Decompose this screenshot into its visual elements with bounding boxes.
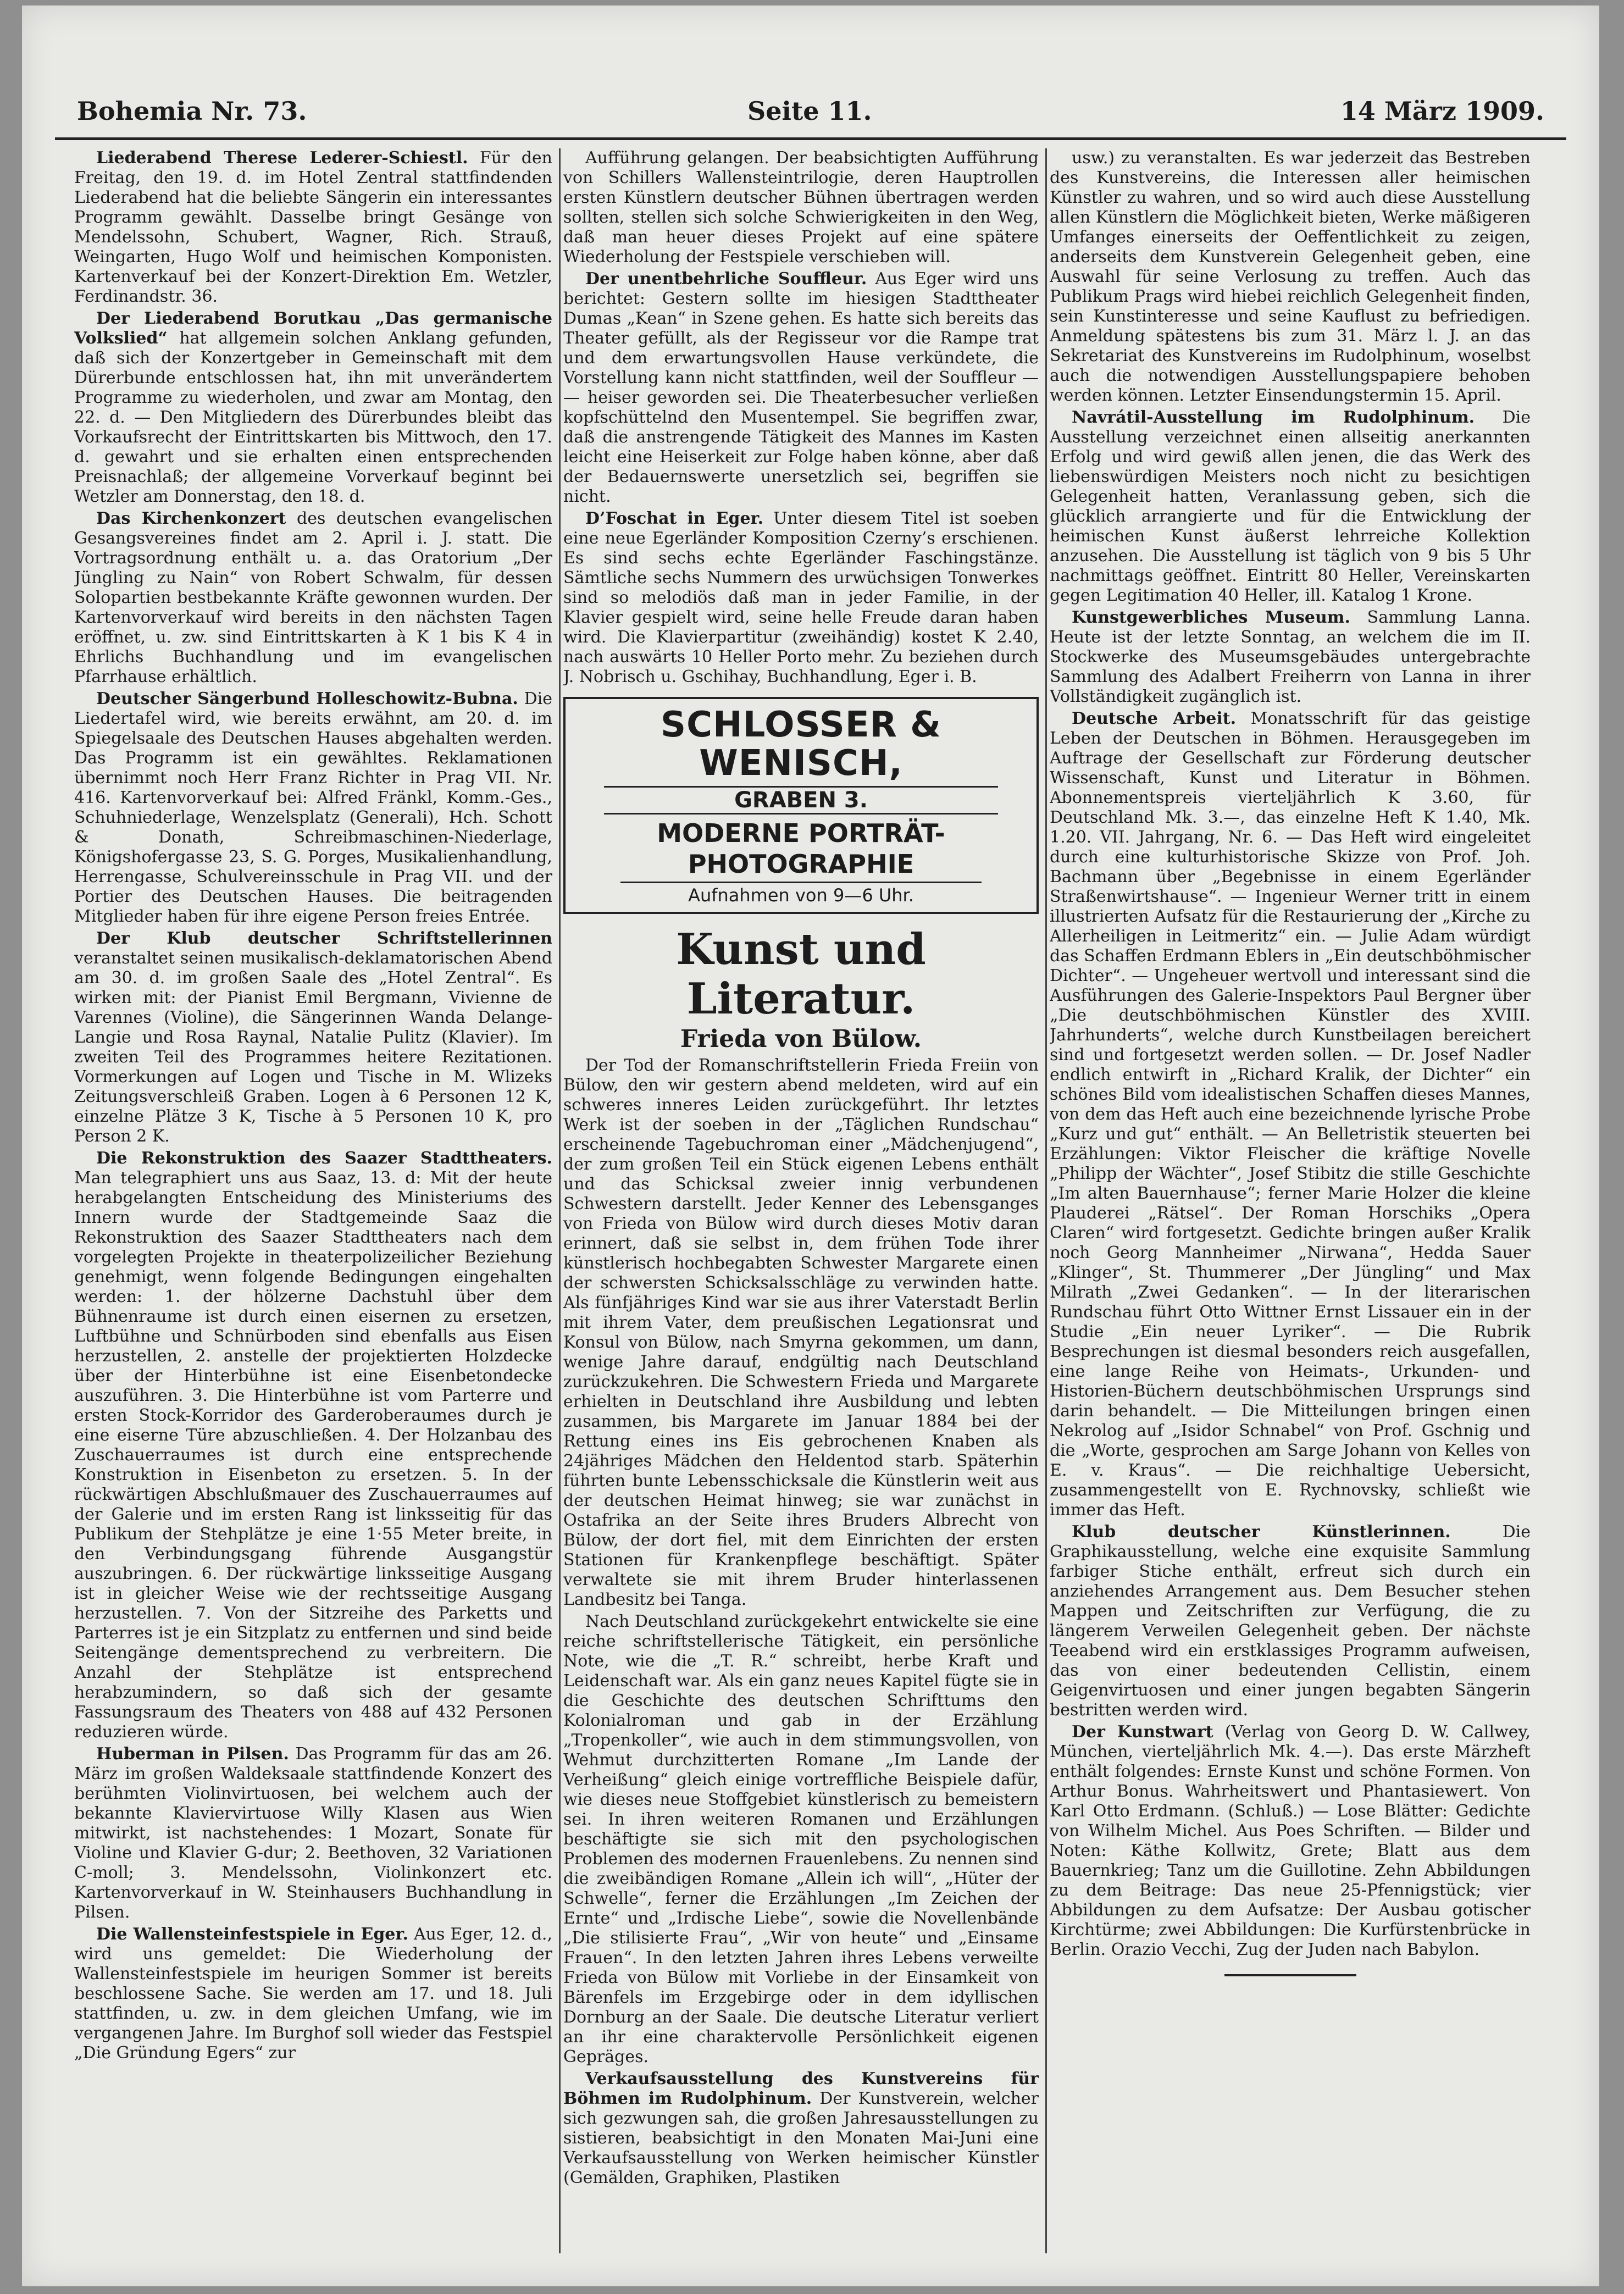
article-text: Die Ausstellung verzeichnet einen allseitig anerkannten Erfolg und wird gewiß allen jenen, die das Werk des liebenswürdigen Meisters noch nicht zu besichtigen Gelegenheit hatten, Veranlassung geben, sich die glücklich arrangierte und für die Entwicklung der heimischen Kunst äußerst lehrreiche Kollektion anzusehen. Die Ausstellung ist täglich von 9 bis 5 Uhr nachmittags geöffnet. Eintritt 80 Heller, Vereinskarten gegen Legitimation 40 Heller, ill. Katalog 1 Krone. (1050, 408, 1531, 605)
column-2 (563, 148, 1039, 2253)
article-paragraph (1050, 1522, 1531, 1720)
article-paragraph (563, 509, 1039, 687)
article-text: hat allgemein solchen Anklang gefunden, daß sich der Konzertgeber in Gemeinschaft mit dem Dürerbunde entschlossen hat, ihn mit unverändertem Programme zu wiederholen, und zwar am Montag, den 22. d. — Den Mitgliedern des Dürerbundes bleibt das Vorkaufsrecht der Eintrittskarten bis Mittwoch, den 17. d. gewahrt und sie erhalten einen entsprechenden Preisnachlaß; der allgemeine Vorverkauf beginnt bei Wetzler am Donnerstag, den 18. d. (74, 329, 552, 506)
article-heading: Kunstgewerbliches Museum. (1072, 608, 1350, 627)
header-rule (55, 137, 1566, 140)
end-rule (1224, 1974, 1356, 1976)
article-paragraph (563, 2069, 1039, 2188)
article-paragraph (563, 1056, 1039, 1610)
article-heading: Der Liederabend Borutkau „Das germanische Volkslied“ (74, 309, 552, 348)
ad-address: GRABEN 3. (604, 786, 998, 814)
article-paragraph (563, 1612, 1039, 2067)
article-heading: Der Klub deutscher Schriftstellerinnen (96, 929, 552, 948)
article-text: Nach Deutschland zurückgekehrt entwickelte sie eine reiche schriftstellerische Tätigkeit, ein persönliche Note, wie die „T. R.“ schreibt, herbe Kraft und Leidenschaft war. Als ein ganz neues Kapitel fügte sie in die Geschichte des deutschen Schrifttums den Kolonialroman und gab in der Erzählung „Tropenkoller“, wie auch in dem stimmungsvollen, von Wehmut durchzitterten Romane „Im Lande der Verheißung“ gleich einige vortreffliche Beispiele dafür, wie dieses neue Stoffgebiet künstlerisch zu bemeistern sei. In ihren weiteren Romanen und Erzählungen beschäftigte sie sich mit den psychologischen Problemen des modernen Frauenlebens. Zu nennen sind die zweibändigen Romane „Allein ich will“, „Hüter der Schwelle“, ferner die Erzählungen „Im Zeichen der Ernte“ und „Irdische Liebe“, sowie die Novellenbände „Die stilisierte Frau“, „Wir von heute“ und „Einsame Frauen“. In den letzten Jahren ihres Lebens verweilte Frieda von Bülow mit Vorliebe in der Einsamkeit von Bärenfels im Erzgebirge oder in dem idyllischen Dornburg an der Saale. Die deutsche Literatur verliert an ihr eine charaktervolle Persönlichkeit eigenen Gepräges. (563, 1612, 1039, 2066)
article-heading: Der unentbehrliche Souffleur. (585, 269, 867, 289)
section-title: Kunst und Literatur. (676, 924, 926, 1024)
article-text: usw.) zu veranstalten. Es war jederzeit das Bestreben des Kunstvereins, die Interessen aller heimischen Künstler zu wahren, und so wird auch diese Ausstellung allen Künstlern die Möglichkeit bieten, Werke mäßigeren Umfanges einerseits der Oeffentlichkeit zu zeigen, anderseits dem Kunstverein Gelegenheit geben, eine Auswahl für seine Verlosung zu treffen. Auch das Publikum Prags wird hiebei reichlich Gelegenheit finden, sein Kunstinteresse und seine Kauflust zu befriedigen. Anmeldung spätestens bis zum 31. März l. J. an das Sekretariat des Kunstvereins im Rudolphinum, woselbst auch die notwendigen Ausstellungspapiere behoben werden können. Letzter Einsendungstermin 15. April. (1050, 148, 1531, 405)
article-text: veranstaltet seinen musikalisch-deklamatorischen Abend am 30. d. im großen Saale des „Hotel Zentral“. Es wirken mit: der Pianist Emil Bergmann, Vivienne de Varennes (Violine), die Sängerinnen Wanda Delange-Langie und Rosa Raynal, Natalie Pulitz (Klavier). Im zweiten Teil des Programmes heitere Rezitationen. Vormerkungen auf Logen und Tische in M. Wlizeks Zeitungsverschleiß Graben. Logen à 6 Personen 12 K, einzelne Plätze 3 K, Tische à 5 Personen 10 K, pro Person 2 K. (74, 949, 552, 1146)
article-paragraph (74, 509, 552, 687)
article-heading: D’Foschat in Eger. (585, 509, 764, 528)
article-text: Man telegraphiert uns aus Saaz, 13. d: Mit der heute herabgelangten Entscheidung des Ministeriums des Innern wurde der Stadtgemeinde Saaz die Rekonstruktion des Saazer Stadttheaters nach dem vorgelegten Projekte in theaterpolizeilicher Beziehung genehmigt, wenn folgende Bedingungen eingehalten werden: 1. der hölzerne Dachstuhl über dem Bühnenraume ist durch einen eisernen zu ersetzen, Luftbühne und Schnürboden sind ebenfalls aus Eisen herzustellen, 2. anstelle der projektierten Holzdecke über der Hinterbühne ist eine Eisenbetondecke auszuführen. 3. Die Hinterbühne ist vom Parterre und ersten Stock-Korridor des Garderoberaumes durch je eine eiserne Türe abzuschließen. 4. Der Holzanbau des Zuschauerraumes ist durch eine entsprechende Konstruktion in Eisenbeton zu ersetzen. 5. In der rückwärtigen Abschlußmauer des Zuschauerraumes auf der Galerie und im ersten Rang ist linksseitig für das Publikum der Stehplätze je eine 1·55 Meter breite, in den Verbindungsgang führende Ausgangstür auszubringen. 6. Der rückwärtige linksseitige Ausgang ist in gleicher Weise wie der rechtsseitige Ausgang herzustellen. 7. Von der Sitzreihe des Parketts und Parterres ist je ein Sitzplatz zu entfernen und sind beide Seitengänge dementsprechend zu verbreitern. Die Anzahl der Stehplätze ist entsprechend herabzumindern, so daß sich der gesamte Fassungsraum des Theaters von 488 auf 432 Personen reduzieren würde. (74, 1168, 552, 1742)
article-paragraph (74, 309, 552, 507)
article-text: Der Kunstverein, welcher sich gezwungen sah, die großen Jahresausstellungen zu sistieren, beabsichtigt in den Monaten Mai-Juni eine Verkaufsausstellung von Werken heimischer Künstler (Gemälden, Graphiken, Plastiken (563, 2089, 1039, 2187)
article-paragraph (1050, 408, 1531, 606)
article-heading: Deutsche Arbeit. (1072, 709, 1237, 728)
ad-firm-name: SCHLOSSER & WENISCH, (661, 705, 941, 784)
article-heading: Navrátil-Ausstellung im Rudolphinum. (1072, 408, 1475, 427)
article-text: Die Liedertafel wird, wie bereits erwähnt, am 20. d. im Spiegelsaale des Deutschen Hauses abgehalten werden. Das Programm ist ein gewähltes. Reklamationen übernimmt noch Herr Franz Richter in Prag VII. Nr. 416. Kartenvorverkauf bei: Alfred Fränkl, Komm.-Ges., Schuhniederlage, Wenzelsplatz (Generali), Hch. Schott & Donath, Schreibmaschinen-Niederlage, Königshofergasse 23, S. G. Porges, Musikalienhandlung, Herrengasse, Schulvereinsschule in Prag VII. und der Portier des Deutschen Hauses. Die beitragenden Mitglieder haben für ihre eigene Person freies Entrée. (74, 689, 552, 926)
article-paragraph (74, 148, 552, 307)
article-heading: Huberman in Pilsen. (96, 1744, 289, 1764)
article-text: des deutschen evangelischen Gesangsvereines findet am 2. April i. J. statt. Die Vortragsordnung enthält u. a. das Oratorium „Der Jüngling zu Nain“ von Robert Schwalm, für dessen Solopartien bestbekannte Kräfte gewonnen wurden. Der Kartenvorverkauf wird bereits in den nächsten Tagen eröffnet, u. zw. sind Eintrittskarten à K 1 bis K 4 in Ehrlichs Buchhandlung und im evangelischen Pfarrhause erhältlich. (74, 509, 552, 686)
page-number: Seite 11. (747, 96, 872, 126)
article-heading: Der Kunstwart (1072, 1722, 1213, 1742)
article-text: Sammlung Lanna. Heute ist der letzte Sonntag, an welchem die im II. Stockwerke des Museumsgebäudes untergebrachte Sammlung des Adalbert Freiherrn von Lanna in ihrer Vollständigkeit zugänglich ist. (1050, 608, 1531, 706)
issue-date: 14 März 1909. (1340, 96, 1544, 126)
article-paragraph (74, 1149, 552, 1742)
article-text: Aus Eger wird uns berichtet: Gestern sollte im hiesigen Stadttheater Dumas „Kean“ in Szene gehen. Es hatte sich bereits das Theater gefüllt, als der Regisseur vor die Rampe trat und dem erwartungsvollen Hause verkündete, die Vorstellung kann nicht stattfinden, weil der Souffleur — — heiser geworden sei. Die Theaterbesucher verließen kopfschüttelnd den Musentempel. Sie begriffen zwar, daß die anstrengende Tätigkeit des Mannes im Kasten leicht eine Heiserkeit zur Folge haben könne, aber daß der Bedauernswerte unersetzlich sei, begriffen sie nicht. (563, 269, 1039, 506)
issue-label: Bohemia Nr. 73. (77, 96, 307, 126)
page-header (44, 96, 1577, 140)
article-text: Aufführung gelangen. Der beabsichtigten Aufführung von Schillers Wallensteintrilogie, deren Hauptrollen ersten Künstlern deutscher Bühnen übertragen werden sollten, stellen sich solche Schwierigkeiten in den Weg, daß man heuer dieses Projekt auf eine spätere Wiederholung der Festspiele verschieben will. (563, 148, 1039, 267)
article-text: (Verlag von Georg D. W. Callwey, München, vierteljährlich Mk. 4.—). Das erste Märzheft enthält folgendes: Ernste Kunst und schöne Formen. Von Arthur Bonus. Wahrheitswert und Phantasiewert. Von Karl Otto Erdmann. (Schluß.) — Lose Blätter: Gedichte von Wilhelm Michel. Aus Poes Schriften. — Bilder und Noten: Käthe Kollwitz, Grete; Blatt aus dem Bauernkrieg; Tanz um die Guillotine. Zehn Abbildungen zu dem Beitrage: Das neue 25-Pfennigstück; vier Abbildungen zu dem Aufsatze: Der Ausbau gotischer Kirchtürme; zwei Abbildungen: Die Kurfürstenbrücke in Berlin. Orazio Vecchi, Zug der Juden nach Babylon. (1050, 1722, 1531, 1959)
column-1 (74, 148, 552, 2253)
article-paragraph (74, 929, 552, 1146)
article-text: Aus Eger, 12. d., wird uns gemeldet: Die Wiederholung der Wallensteinfestspiele im heurigen Sommer ist bereits beschlossene Sache. Sie werden am 17. und 18. Juli stattfinden, u. zw. in dem gleichen Umfang, wie im vergangenen Jahre. Im Burghof soll wieder das Festspiel „Die Gründung Egers“ zur (74, 1925, 552, 2063)
column-3 (1050, 148, 1531, 2253)
article-paragraph (1050, 709, 1531, 1520)
article-heading: Deutscher Sängerbund Holleschowitz-Bubna. (96, 689, 518, 708)
article-paragraph (74, 1925, 552, 2063)
article-heading: Die Rekonstruktion des Saazer Stadttheaters. (96, 1149, 552, 1168)
column-divider (1045, 148, 1047, 2253)
column-divider (559, 148, 561, 2253)
article-paragraph (563, 148, 1039, 267)
article-text: Der Tod der Romanschriftstellerin Frieda Freiin von Bülow, den wir gestern abend meldeten, wird auf ein schweres inneres Leiden zurückgeführt. Ihr letztes Werk ist der soeben in der „Täglichen Rundschau“ erscheinende Tagebuchroman einer „Mädchenjugend“, der zum großen Teil ein Stück eigenen Lebens enthält und das Schicksal zweier innig verbundenen Schwestern darstellt. Jeder Kenner des Lebensganges von Frieda von Bülow wird durch dieses Motiv daran erinnert, daß sie selbst in, dem frühen Tode ihrer künstlerisch hochbegabten Schwester Margarete einen der schwersten Schicksalsschläge zu verwinden hatte. Als fünfjähriges Kind war sie aus ihrer Vaterstadt Berlin mit ihrem Vater, dem preußischen Legationsrat und Konsul von Bülow, nach Smyrna gekommen, um dann, wenige Jahre darauf, endgültig nach Deutschland zurückzukehren. Die Schwestern Frieda und Margarete erhielten in Deutschland ihre Ausbildung und lebten zusammen, bis Margarete im Januar 1884 bei der Rettung eines ins Eis gebrochenen Knaben als 24jähriges Mädchen den Heldentod starb. Späterhin führten bunte Lebensschicksale die Künstlerin weit aus der deutschen Heimat hinweg; sie war zunächst in Ostafrika an der Seite ihres Bruders Albrecht von Bülow, der dort fiel, mit dem Einrichten der ersten Stationen für Krankenpflege beschäftigt. Später verwaltete sie mit ihrem Bruder hinterlassenen Landbesitz bei Tanga. (563, 1056, 1039, 1609)
article-text: Monatsschrift für das geistige Leben der Deutschen in Böhmen. Herausgegeben im Auftrage der Gesellschaft zur Förderung deutscher Wissenschaft, Kunst und Literatur in Böhmen. Abonnementspreis vierteljährlich K 3.60, für Deutschland Mk. 3.—, das einzelne Heft K 1.40, Mk. 1.20. VII. Jahrgang, Nr. 6. — Das Heft wird eingeleitet durch eine kulturhistorische Skizze von Prof. Joh. Bachmann über „Begebnisse in einem Egerländer Straßenwirtshause“. — Ingenieur Werner tritt in einem illustrierten Aufsatz für die Restaurierung der „Kirche zu Allerheiligen in Leitmeritz“ ein. — Julie Adam würdigt das Schaffen Erdmann Eblers in „Ein deutschböhmischer Dichter“. — Ungeheuer wertvoll und interessant sind die Ausführungen des Galerie-Inspektors Paul Bergner über „Die deutschböhmischen Künstler des XVIII. Jahrhunderts“, welche durch Kunstbeilagen bereichert sind und fortgesetzt werden sollen. — Dr. Josef Nadler endlich entwirft in „Richard Kralik, der Dichter“ ein schönes Bild vom idealistischen Schaffen dieses Mannes, von dem das Heft auch eine bezeichnende lyrische Probe „Kurz und gut“ enthält. — An Belletristik steuerten bei Erzählungen: Viktor Fleischer die kräftige Novelle „Philipp der Wächter“, Josef Stibitz die stille Geschichte „Im alten Bauernhause“; ferner Marie Holzer die kleine Plauderei „Rätsel“. Der Roman Horschiks „Opera Claren“ wird fortgesetzt. Gedichte bringen außer Kralik noch Georg Mannheimer „Nirwana“, Hedda Sauer „Klinger“, St. Thummerer „Der Jüngling“ und Max Milrath „Zwei Gedanken“. — In der literarischen Rundschau führt Otto Wittner Ernst Lissauer ein in der Studie „Ein neuer Lyriker“. — Die Rubrik Besprechungen ist diesmal besonders reich ausgefallen, eine lange Reihe von Heimats-, Urkunden- und Historien-Büchern deutschböhmischen Ursprungs sind darin behandelt. — Die Mitteilungen bringen einen Nekrolog auf „Isidor Schnabel“ von Prof. Gschnig und die „Worte, gesprochen am Sarge Johann von Kelles von E. v. Kraus“. — Die reichhaltige Uebersicht, zusammengestellt von E. Rychnovsky, schließt wie immer das Heft. (1050, 709, 1531, 1520)
article-text: Das Programm für das am 26. März im großen Waldeksaale stattfindende Konzert des berühmten Violinvirtuosen, bei welchem auch der bekannte Klaviervirtuose Willy Klasen aus Wien mitwirkt, ist nachstehendes: 1 Mozart, Sonate für Violine und Klavier G-dur; 2. Beethoven, 32 Variationen C-moll; 3. Mendelssohn, Violinkonzert etc. Kartenvorverkauf in W. Steinhausers Buchhandlung in Pilsen. (74, 1744, 552, 1922)
newspaper-page (22, 5, 1599, 2286)
ad-headline: MODERNE PORTRÄT-PHOTOGRAPHIE (657, 818, 945, 879)
article-paragraph (1050, 608, 1531, 707)
article-paragraph (1050, 1722, 1531, 1960)
ad-hours: Aufnahmen von 9—6 Uhr. (620, 882, 982, 905)
article-text: Für den Freitag, den 19. d. im Hotel Zentral stattfindenden Liederabend hat die beliebte Sängerin ein interessantes Programm gewählt. Dasselbe bringt Gesänge von Mendelssohn, Schubert, Wagner, Rich. Strauß, Weingarten, Hugo Wolf und heimischen Komponisten. Kartenverkauf bei der Konzert-Direktion Em. Wetzler, Ferdinandstr. 36. (74, 148, 552, 306)
article-heading: Das Kirchenkonzert (96, 509, 286, 528)
article-paragraph (74, 1744, 552, 1922)
article-heading: Verkaufsausstellung des Kunstvereins für Böhmen im Rudolphinum. (563, 2069, 1039, 2108)
article-paragraph (563, 269, 1039, 507)
photographer-advertisement (563, 697, 1039, 914)
article-heading: Klub deutscher Künstlerinnen. (1072, 1522, 1451, 1542)
article-text: Unter diesem Titel ist soeben eine neue Egerländer Komposition Czerny’s erschienen. Es sind sechs echte Egerländer Faschingstänze. Sämtliche sechs Nummern des urwüchsigen Tonwerkes sind so melodiös daß man in jeder Familie, in der Klavier gespielt wird, seine helle Freude daran haben wird. Die Klavierpartitur (zweihändig) kostet K 2.40, nach auswärts 10 Heller Porto mehr. Zu beziehen durch J. Nobrisch u. Gschihay, Buchhandlung, Eger i. B. (563, 509, 1039, 686)
article-heading: Die Wallensteinfestspiele in Eger. (96, 1925, 408, 1944)
article-paragraph (74, 689, 552, 927)
article-text: Die Graphikausstellung, welche eine exquisite Sammlung farbiger Stiche enthält, erfreut sich durch ein anziehendes Arrangement aus. Dem Besucher stehen Mappen und Zeitschriften zur Verfügung, die zu längerem Verweilen Gelegenheit geben. Der nächste Teeabend wird ein erstklassiges Programm aufweisen, das von einer bedeutenden Cellistin, einem Geigenvirtuosen und einer jungen begabten Sängerin bestritten werden wird. (1050, 1522, 1531, 1720)
article-title: Frieda von Bülow. (680, 1025, 922, 1053)
article-heading: Liederabend Therese Lederer-Schiestl. (96, 148, 468, 168)
article-paragraph (1050, 148, 1531, 406)
